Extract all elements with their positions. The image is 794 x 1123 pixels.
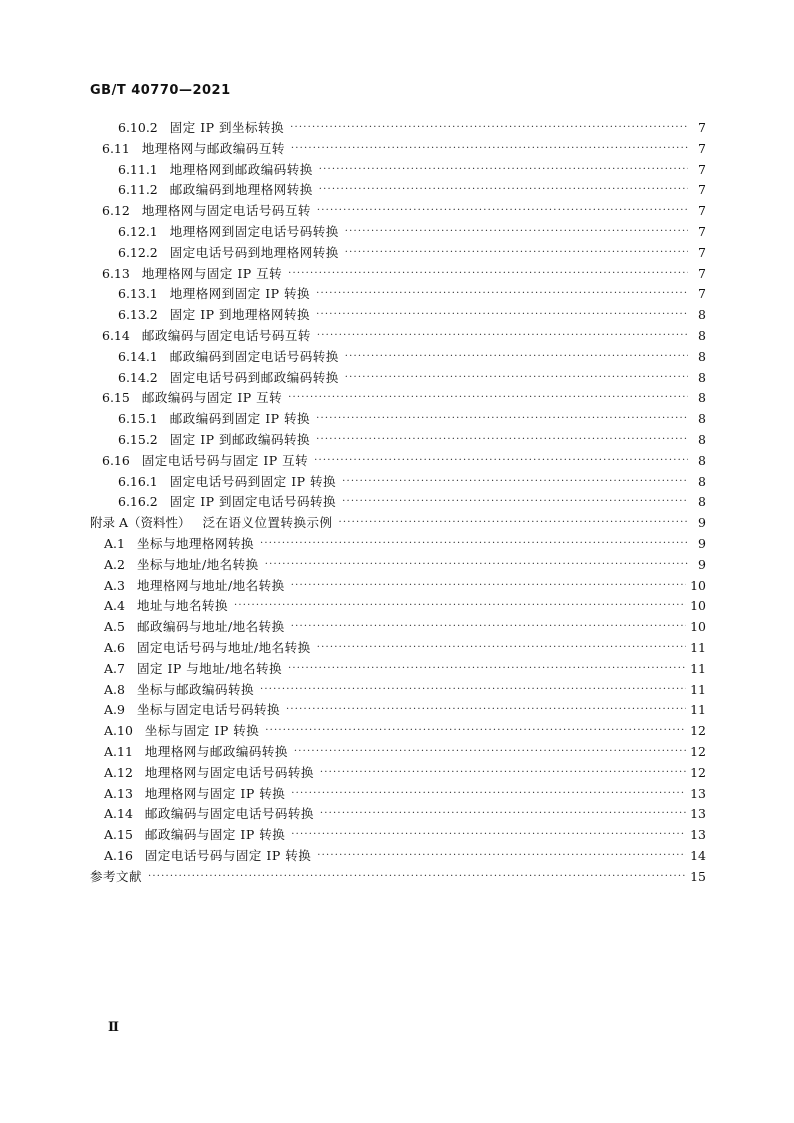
toc-entry-title: 地理格网到固定 IP 转换 — [169, 286, 311, 302]
toc-entry[interactable] — [90, 472, 706, 493]
toc-entry-page-number: 11 — [690, 660, 706, 676]
toc-entry-number: 6.12.1 — [118, 223, 158, 239]
toc-entry-title: 固定电话号码到地理格网转换 — [169, 244, 339, 260]
toc-entry-number: A.2 — [104, 556, 125, 572]
toc-entry-page-number: 7 — [698, 120, 706, 135]
toc-entry-page-number: 14 — [690, 847, 706, 863]
toc-entry[interactable] — [90, 409, 706, 430]
toc-entry[interactable] — [90, 700, 706, 721]
toc-entry[interactable] — [90, 492, 706, 513]
toc-entry-title: 固定电话号码与固定 IP 转换 — [144, 847, 312, 863]
toc-entry[interactable] — [90, 243, 706, 264]
toc-entry-title: 泛在语义位置转换示例 — [202, 515, 333, 531]
toc-entry-number: A.9 — [104, 702, 125, 718]
toc-entry-title: 固定 IP 到固定电话号码转换 — [169, 494, 337, 510]
toc-entry-title: 固定电话号码到固定 IP 转换 — [169, 473, 337, 489]
dot-leader — [317, 201, 688, 222]
toc-entry-page-number: 13 — [690, 827, 706, 843]
toc-entry[interactable] — [90, 784, 706, 805]
toc-entry-page-number: 8 — [698, 494, 706, 510]
toc-entry-number: A.3 — [104, 577, 125, 593]
dot-leader — [345, 347, 688, 368]
toc-entry-number: 6.12.2 — [118, 244, 158, 260]
toc-entry[interactable] — [90, 326, 706, 347]
toc-entry-title: 邮政编码与地址/地名转换 — [136, 619, 285, 635]
toc-entry-page-number: 11 — [690, 702, 706, 718]
dot-leader — [320, 804, 686, 825]
standard-code-header: GB/T 40770—2021 — [90, 83, 231, 98]
toc-entry[interactable] — [90, 284, 706, 305]
toc-entry[interactable] — [90, 742, 706, 763]
toc-entry-page-number: 7 — [698, 161, 706, 177]
toc-entry-page-number: 12 — [690, 723, 706, 739]
toc-entry[interactable] — [90, 388, 706, 409]
toc-entry[interactable] — [90, 617, 706, 638]
dot-leader — [339, 513, 688, 534]
toc-entry-number: A.7 — [104, 660, 125, 676]
toc-entry-page-number: 12 — [690, 743, 706, 759]
dot-leader — [316, 305, 688, 326]
toc-entry[interactable] — [90, 680, 706, 701]
dot-leader — [288, 388, 688, 409]
toc-entry-number: 6.16.1 — [118, 473, 158, 489]
toc-entry-number: A.12 — [104, 764, 133, 780]
toc-entry-number: A.16 — [104, 847, 133, 863]
toc-entry-page-number: 15 — [690, 868, 706, 884]
toc-entry-title: 地理格网与固定电话号码互转 — [141, 203, 311, 219]
dot-leader — [234, 596, 686, 617]
dot-leader — [291, 139, 688, 160]
toc-entry-title: 固定 IP 到地理格网转换 — [169, 307, 311, 323]
toc-entry-title: 固定电话号码与固定 IP 互转 — [141, 452, 309, 468]
dot-leader — [288, 659, 686, 680]
toc-entry-page-number: 8 — [698, 390, 706, 406]
dot-leader — [294, 742, 686, 763]
toc-entry-page-number: 11 — [690, 681, 706, 697]
dot-leader — [319, 180, 688, 201]
toc-entry-number: 6.14 — [102, 327, 130, 343]
dot-leader — [286, 700, 686, 721]
dot-leader — [319, 160, 688, 181]
toc-entry-title: 坐标与固定电话号码转换 — [136, 702, 280, 718]
toc-entry-title: 地理格网与固定电话号码转换 — [144, 764, 314, 780]
toc-entry[interactable] — [90, 846, 706, 867]
toc-entry-title: 固定电话号码到邮政编码转换 — [169, 369, 339, 385]
toc-entry-page-number: 7 — [698, 182, 706, 198]
toc-entry-title: 坐标与邮政编码转换 — [136, 681, 254, 697]
toc-entry-page-number: 9 — [698, 556, 706, 572]
toc-entry-number: A.10 — [104, 723, 133, 739]
toc-entry-number: A.1 — [104, 535, 125, 551]
toc-entry-title: 固定电话号码与地址/地名转换 — [136, 639, 311, 655]
dot-leader — [345, 368, 688, 389]
toc-entry-title: 地址与地名转换 — [136, 598, 228, 614]
toc-entry-page-number: 8 — [698, 348, 706, 364]
toc-entry-title: 固定 IP 到邮政编码转换 — [169, 431, 311, 447]
toc-entry-page-number: 7 — [698, 265, 706, 281]
toc-entry[interactable] — [90, 347, 706, 368]
toc-entry-title: 邮政编码到固定电话号码转换 — [169, 348, 339, 364]
toc-entry[interactable] — [90, 513, 706, 534]
toc-entry-title: 参考文献 — [90, 868, 143, 884]
toc-entry-title: 邮政编码与固定电话号码转换 — [144, 806, 314, 822]
dot-leader — [317, 638, 686, 659]
toc-entry[interactable] — [90, 222, 706, 243]
toc-entry[interactable] — [90, 180, 706, 201]
toc-entry[interactable] — [90, 430, 706, 451]
toc-entry[interactable] — [90, 118, 706, 139]
toc-entry-title: 地理格网到邮政编码转换 — [169, 161, 313, 177]
toc-entry[interactable] — [90, 451, 706, 472]
toc-entry-page-number: 7 — [698, 140, 706, 156]
toc-entry-page-number: 8 — [698, 327, 706, 343]
toc-entry-number: A.15 — [104, 827, 133, 843]
toc-entry[interactable] — [90, 804, 706, 825]
toc-entry-title: 邮政编码与固定电话号码互转 — [141, 327, 311, 343]
toc-entry-page-number: 7 — [698, 286, 706, 302]
toc-entry-title: 坐标与固定 IP 转换 — [144, 723, 260, 739]
toc-entry-page-number: 12 — [690, 764, 706, 780]
dot-leader — [317, 846, 686, 867]
toc-entry-page-number: 13 — [690, 806, 706, 822]
dot-leader — [317, 326, 688, 347]
toc-entry-page-number: 8 — [698, 431, 706, 447]
toc-entry-title: 固定 IP 到坐标转换 — [169, 120, 285, 135]
dot-leader — [316, 409, 688, 430]
toc-entry-page-number: 8 — [698, 411, 706, 427]
toc-entry-number: A.13 — [104, 785, 133, 801]
toc-entry[interactable] — [90, 721, 706, 742]
toc-entry-title: 地理格网与邮政编码互转 — [141, 140, 285, 156]
dot-leader — [260, 534, 688, 555]
dot-leader — [290, 118, 688, 139]
toc-entry-number: A.5 — [104, 619, 125, 635]
toc-entry-title: 地理格网与地址/地名转换 — [136, 577, 285, 593]
dot-leader — [148, 867, 686, 888]
toc-entry-number: A.8 — [104, 681, 125, 697]
toc-entry-number: 6.11.2 — [118, 182, 158, 198]
toc-entry[interactable] — [90, 534, 706, 555]
toc-entry-title: 坐标与地址/地名转换 — [136, 556, 259, 572]
toc-entry-number: 6.14.2 — [118, 369, 158, 385]
toc-entry[interactable] — [90, 201, 706, 222]
toc-entry-title: 邮政编码到固定 IP 转换 — [169, 411, 311, 427]
toc-entry-number: 6.10.2 — [118, 120, 158, 135]
toc-entry[interactable] — [90, 763, 706, 784]
toc-entry-title: 邮政编码与固定 IP 转换 — [144, 827, 286, 843]
toc-entry[interactable] — [90, 160, 706, 181]
toc-entry-number: 6.13 — [102, 265, 130, 281]
table-of-contents — [90, 118, 706, 887]
toc-entry-number: 6.11.1 — [118, 161, 158, 177]
toc-entry[interactable] — [90, 139, 706, 160]
toc-entry-number: 6.15.1 — [118, 411, 158, 427]
dot-leader — [316, 430, 688, 451]
toc-entry-number: 附录 A（资料性） — [90, 515, 191, 531]
dot-leader — [265, 555, 688, 576]
dot-leader — [291, 825, 686, 846]
dot-leader — [265, 721, 686, 742]
toc-entry-number: 6.11 — [102, 140, 130, 156]
toc-entry-number: 6.12 — [102, 203, 130, 219]
dot-leader — [260, 680, 686, 701]
toc-entry-page-number: 8 — [698, 473, 706, 489]
toc-entry-number: 6.15 — [102, 390, 130, 406]
toc-entry-title: 地理格网与邮政编码转换 — [144, 743, 288, 759]
dot-leader — [314, 451, 688, 472]
toc-entry-page-number: 13 — [690, 785, 706, 801]
dot-leader — [345, 222, 688, 243]
toc-entry-number: 6.15.2 — [118, 431, 158, 447]
toc-entry-number: A.4 — [104, 598, 125, 614]
toc-entry-page-number: 9 — [698, 535, 706, 551]
toc-entry[interactable] — [90, 825, 706, 846]
toc-entry-title: 邮政编码到地理格网转换 — [169, 182, 313, 198]
toc-entry-number: 6.13.1 — [118, 286, 158, 302]
toc-entry-page-number: 10 — [690, 619, 706, 635]
toc-entry-page-number: 7 — [698, 223, 706, 239]
toc-entry[interactable] — [90, 264, 706, 285]
toc-entry[interactable] — [90, 555, 706, 576]
toc-entry-number: A.6 — [104, 639, 125, 655]
toc-entry-title: 地理格网与固定 IP 转换 — [144, 785, 286, 801]
toc-entry[interactable] — [90, 659, 706, 680]
toc-entry-page-number: 10 — [690, 577, 706, 593]
toc-entry-page-number: 8 — [698, 452, 706, 468]
toc-entry[interactable] — [90, 867, 706, 888]
toc-entry[interactable] — [90, 638, 706, 659]
toc-entry-number: 6.13.2 — [118, 307, 158, 323]
toc-entry-number: A.11 — [104, 743, 133, 759]
toc-entry-number: 6.16 — [102, 452, 130, 468]
page-folio: Ⅱ — [108, 1020, 119, 1035]
dot-leader — [288, 264, 688, 285]
toc-entry-title: 固定 IP 与地址/地名转换 — [136, 660, 282, 676]
dot-leader — [291, 784, 686, 805]
toc-entry-title: 地理格网与固定 IP 互转 — [141, 265, 283, 281]
toc-entry-page-number: 7 — [698, 203, 706, 219]
toc-entry-page-number: 10 — [690, 598, 706, 614]
toc-entry-page-number: 7 — [698, 244, 706, 260]
toc-entry[interactable] — [90, 305, 706, 326]
toc-entry[interactable] — [90, 576, 706, 597]
toc-entry-title: 地理格网到固定电话号码转换 — [169, 223, 339, 239]
dot-leader — [291, 576, 686, 597]
toc-entry-number: 6.16.2 — [118, 494, 158, 510]
dot-leader — [342, 472, 688, 493]
toc-entry-page-number: 8 — [698, 307, 706, 323]
toc-entry-title: 坐标与地理格网转换 — [136, 535, 254, 551]
dot-leader — [342, 492, 688, 513]
toc-entry-page-number: 11 — [690, 639, 706, 655]
dot-leader — [345, 243, 688, 264]
toc-entry-page-number: 8 — [698, 369, 706, 385]
toc-entry-number: A.14 — [104, 806, 133, 822]
toc-entry-title: 邮政编码与固定 IP 互转 — [141, 390, 283, 406]
dot-leader — [320, 763, 686, 784]
dot-leader — [316, 284, 688, 305]
toc-entry-page-number: 9 — [698, 515, 706, 531]
toc-entry[interactable] — [90, 368, 706, 389]
dot-leader — [291, 617, 686, 638]
toc-entry-number: 6.14.1 — [118, 348, 158, 364]
toc-entry[interactable] — [90, 596, 706, 617]
